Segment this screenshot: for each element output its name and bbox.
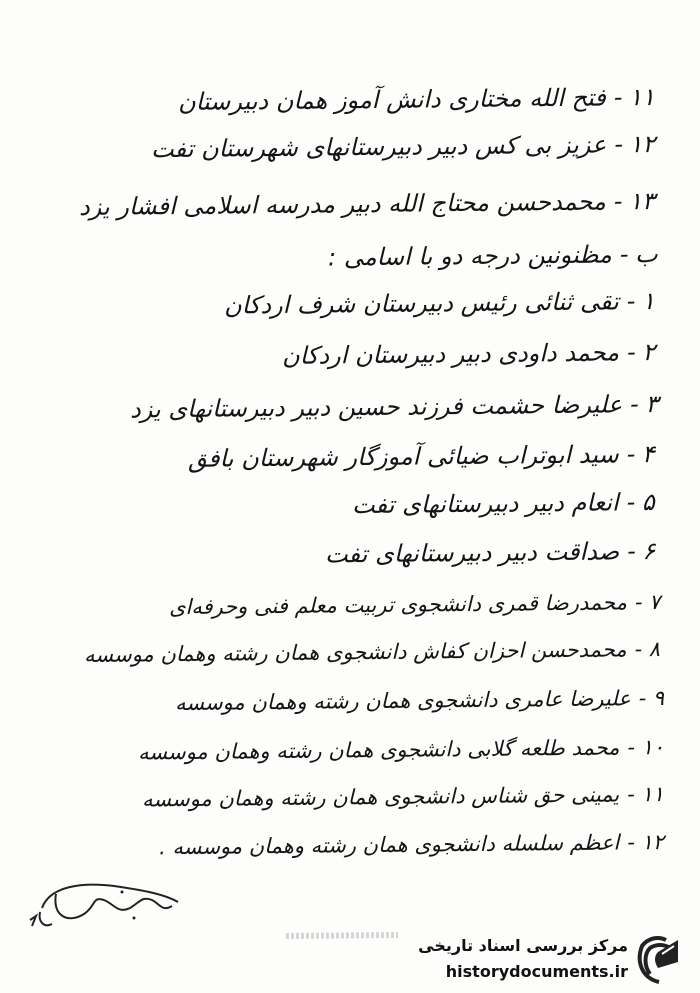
watermark-url: historydocuments.ir: [445, 962, 628, 981]
item-dash: -: [627, 735, 636, 760]
item-dash: -: [634, 637, 643, 662]
item-dash: -: [626, 440, 637, 469]
watermark-title: مرکز بررسی اسناد تاریخی: [418, 936, 628, 955]
list-item-9-ameri: [175, 686, 664, 715]
item-dash: -: [638, 686, 647, 711]
list-item-7-ghamari: [169, 590, 660, 619]
faint-stamp: [282, 924, 402, 946]
list-item-5-enam: [352, 488, 655, 519]
item-dash: -: [626, 488, 637, 517]
item-text: اعظم سلسله دانشجوی همان رشته وهمان موسسه .: [158, 830, 620, 860]
item-dash: -: [620, 240, 630, 269]
item-text: علیرضا حشمت فرزند حسین دبیر دبیرستانهای یزد: [129, 390, 623, 424]
list-item-3-heshmat: [130, 390, 658, 424]
book-pages-icon: [632, 932, 686, 986]
item-number: ۸: [648, 637, 661, 662]
item-dash: -: [613, 83, 624, 112]
item-text: عزیز بی کس دبیر دبیرستانهای شهرستان تفت: [150, 130, 607, 164]
item-number: ۴: [641, 440, 656, 469]
archive-watermark: [418, 928, 692, 990]
item-number: ۱۲: [629, 130, 656, 159]
item-dash: -: [627, 830, 636, 855]
item-dash: -: [626, 287, 637, 316]
item-dash: -: [613, 187, 624, 216]
list-item-11-mokhtari: [178, 83, 655, 116]
list-item-11-haghshenas: [142, 782, 664, 811]
list-item-2-davoudi: [282, 338, 655, 370]
item-text: فتح الله مختاری دانش آموز همان دبیرستان: [178, 83, 607, 116]
item-number: ۱۲: [641, 830, 665, 855]
item-dash: -: [634, 590, 643, 615]
item-text: محمد داودی دبیر دبیرستان اردکان: [281, 338, 620, 370]
section-heading-suspects-degree-two: [328, 240, 658, 271]
item-number: ۱۱: [629, 83, 656, 112]
item-text: تقی ثنائی رئیس دبیرستان شرف اردکان: [224, 287, 620, 320]
list-item-13-mohtajollah: [79, 187, 655, 221]
item-text: علیرضا عامری دانشجوی همان رشته وهمان موسسه: [174, 686, 631, 716]
item-number: ۹: [652, 686, 665, 711]
list-item-6-sedaghat: [325, 537, 656, 568]
list-item-8-ahzan: [84, 637, 660, 667]
item-text: محمد طلعه گلابی دانشجوی همان رشته وهمان موسسه: [137, 735, 620, 765]
item-dash: -: [626, 537, 637, 566]
item-text: یمینی حق شناس دانشجوی همان رشته وهمان موسسه: [142, 782, 620, 812]
section-text: مظنونین درجه دو با اسامی :: [328, 240, 613, 272]
item-number: ۶: [641, 537, 656, 566]
item-dash: -: [627, 782, 636, 807]
list-item-1-sanaei: [224, 287, 655, 320]
item-dash: -: [613, 130, 624, 159]
section-letter: ب: [635, 240, 659, 269]
item-text: محمدحسن محتاج الله دبیر مدرسه اسلامی افشار یزد: [79, 187, 607, 222]
list-item-12-bikas: [151, 130, 655, 163]
list-item-10-golabi: [138, 735, 664, 765]
list-item-12-selseleh: [159, 830, 664, 859]
item-dash: -: [626, 338, 637, 367]
list-item-4-ziaei: [188, 440, 655, 473]
item-number: ۲: [641, 338, 656, 367]
item-number: ۱۱: [641, 782, 665, 807]
item-number: ۱: [641, 287, 656, 316]
item-text: محمدحسن احزان کفاش دانشجوی همان رشته وهمان موسسه: [83, 637, 627, 668]
item-number: ۱۳: [629, 187, 656, 216]
item-text: سید ابوتراب ضیائی آموزگار شهرستان بافق: [188, 440, 620, 473]
item-text: انعام دبیر دبیرستانهای تفت: [352, 488, 620, 520]
item-dash: -: [629, 390, 640, 419]
item-number: ۵: [641, 488, 656, 517]
item-text: محمدرضا قمری دانشجوی تربیت معلم فنی وحرفه‌ای: [168, 590, 627, 620]
handwritten-signature: [22, 872, 192, 934]
item-text: صداقت دبیر دبیرستانهای تفت: [324, 537, 620, 569]
item-number: ۱۰: [641, 735, 665, 760]
item-number: ۳: [644, 390, 659, 419]
item-number: ۷: [648, 590, 661, 615]
